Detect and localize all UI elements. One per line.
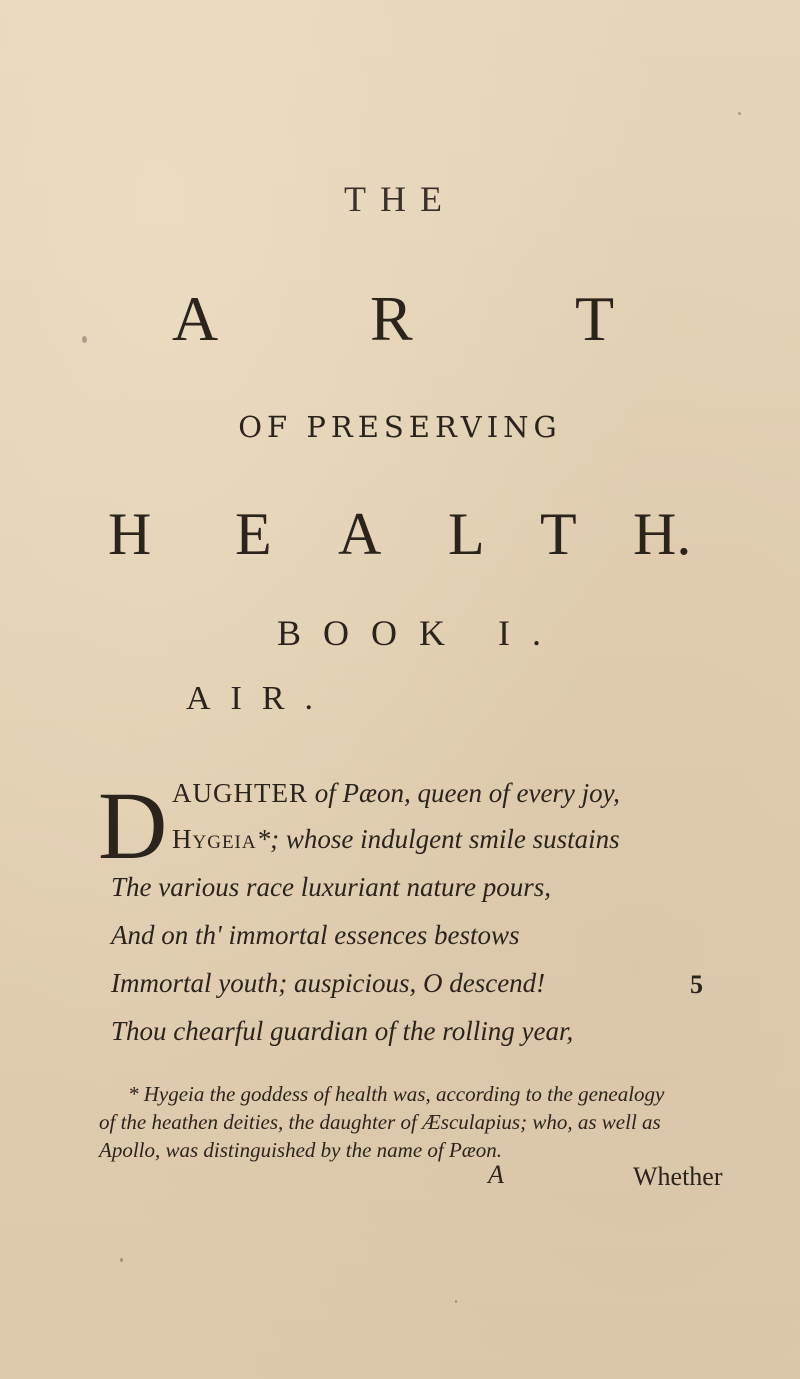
book-heading: BOOK I. [277,613,563,653]
verse-text: of Pæon, queen of every joy, [308,778,620,808]
verse-line-4: And on th' immortal essences bestows [111,920,520,950]
catchword: Whether [633,1162,723,1191]
paper-speck [82,336,87,343]
drop-cap: D [98,772,168,879]
paper-speck [738,112,741,115]
verse-name-hygeia: Hygeia [172,824,257,854]
paper-speck [120,1258,123,1262]
section-heading-air: AIR. [186,680,334,717]
footnote-line-1: * Hygeia the goddess of health was, according to the genealogy [128,1082,665,1106]
verse-line-1 [172,778,620,809]
title-the: THE [344,179,456,219]
verse-line-6: Thou chearful guardian of the rolling year, [111,1016,574,1046]
footnote-line-3: Apollo, was distinguished by the name of Pæon. [99,1138,503,1162]
title-art-letter: A [172,283,219,354]
title-health-letter: T [540,501,577,567]
verse-line-3: The various race luxuriant nature pours, [111,872,551,902]
verse-smallcaps: AUGHTER [172,778,308,808]
title-of-preserving: OF PRESERVING [238,410,562,444]
paper-speck [455,1300,457,1303]
verse-line-5: Immortal youth; auspicious, O descend! [111,968,546,998]
title-health-letter: A [338,501,382,567]
title-health-letter: H. [633,501,692,567]
title-art-letter: R [370,283,413,354]
footnote-line-2: of the heathen deities, the daughter of Æsculapius; who, as well as [99,1110,661,1134]
verse-line-2 [172,824,620,855]
line-number: 5 [690,970,703,999]
title-health-letter: H [108,501,152,567]
title-art-letter: T [575,283,615,354]
signature-mark: A [488,1160,504,1189]
title-health-letter: E [235,501,272,567]
verse-text: *; whose indulgent smile sustains [256,824,620,854]
title-health-letter: L [448,501,485,567]
